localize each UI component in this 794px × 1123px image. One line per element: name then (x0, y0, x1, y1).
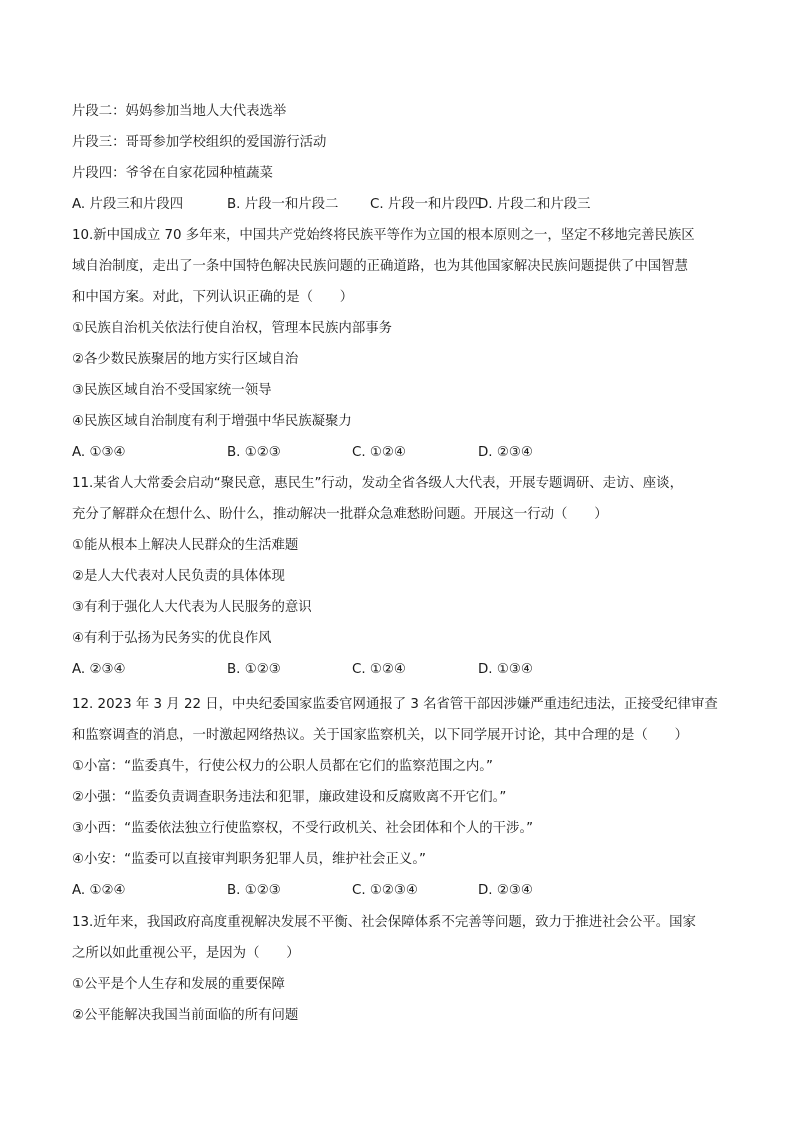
q12-stem-line-1: 12. 2023 年 3 月 22 日，中央纪委国家监委官网通报了 3 名省管干部因涉嫌严重违纪违法，正接受纪律审查 (72, 697, 718, 712)
q12-option-a[interactable]: A. ①②④ (72, 883, 126, 898)
q11-item-1: ①能从根本上解决人民群众的生活难题 (72, 538, 299, 553)
q13-stem-line-1: 13.近年来，我国政府高度重视解决发展不平衡、社会保障体系不完善等问题，致力于推进社会公平。国家 (72, 915, 696, 930)
q12-option-b[interactable]: B. ①②③ (227, 883, 281, 898)
q9-option-a[interactable]: A. 片段三和片段四 (72, 197, 184, 212)
q12-option-c[interactable]: C. ①②③④ (352, 883, 418, 898)
q9-option-c[interactable]: C. 片段一和片段四 (370, 197, 482, 212)
q10-stem-line-2: 域自治制度，走出了一条中国特色解决民族问题的正确道路，也为其他国家解决民族问题提供了中国智慧 (72, 259, 688, 274)
q12-option-d[interactable]: D. ②③④ (478, 883, 533, 898)
q12-stem-line-2: 和监察调查的消息，一时激起网络热议。关于国家监察机关，以下同学展开讨论，其中合理的是（ ） (72, 728, 688, 743)
q13-item-1: ①公平是个人生存和发展的重要保障 (72, 977, 285, 992)
q12-item-3: ③小西：“监委依法独立行使监察权，不受行政机关、社会团体和个人的干涉。” (72, 821, 534, 836)
q12-item-1: ①小富：“监委真牛，行使公权力的公职人员都在它们的监察范围之内。” (72, 759, 493, 774)
q10-options-row (72, 443, 732, 463)
q10-item-4: ④民族区域自治制度有利于增强中华民族凝聚力 (72, 414, 352, 429)
q12-options-row (72, 881, 732, 901)
q10-stem-line-1: 10.新中国成立 70 多年来，中国共产党始终将民族平等作为立国的根本原则之一，坚定不移地完善民族区 (72, 228, 695, 243)
q11-stem-line-1: 11.某省人大常委会启动“聚民意，惠民生”行动，发动全省各级人大代表，开展专题调研、走访、座谈， (72, 476, 683, 491)
q9-option-d[interactable]: D. 片段二和片段三 (478, 197, 591, 212)
q11-option-d[interactable]: D. ①③④ (478, 662, 533, 677)
q11-item-2: ②是人大代表对人民负责的具体体现 (72, 569, 285, 584)
q12-item-4: ④小安：“监委可以直接审判职务犯罪人员，维护社会正义。” (72, 852, 426, 867)
q10-item-3: ③民族区域自治不受国家统一领导 (72, 383, 272, 398)
q11-option-a[interactable]: A. ②③④ (72, 662, 126, 677)
q11-option-c[interactable]: C. ①②④ (352, 662, 406, 677)
q10-option-a[interactable]: A. ①③④ (72, 445, 126, 460)
q11-item-4: ④有利于弘扬为民务实的优良作风 (72, 631, 272, 646)
segment-2-text: 片段二：妈妈参加当地人大代表选举 (72, 104, 287, 119)
q9-option-b[interactable]: B. 片段一和片段二 (227, 197, 339, 212)
segment-4-text: 片段四：爷爷在自家花园种植蔬菜 (72, 166, 273, 181)
q13-stem-line-2: 之所以如此重视公平，是因为（ ） (72, 946, 300, 961)
q11-option-b[interactable]: B. ①②③ (227, 662, 281, 677)
q11-options-row (72, 660, 732, 680)
q9-options-row (72, 195, 732, 215)
q10-option-b[interactable]: B. ①②③ (227, 445, 281, 460)
q11-item-3: ③有利于强化人大代表为人民服务的意识 (72, 600, 312, 615)
q10-stem-line-3: 和中国方案。对此，下列认识正确的是（ ） (72, 290, 354, 305)
segment-3-text: 片段三：哥哥参加学校组织的爱国游行活动 (72, 135, 327, 150)
q13-item-2: ②公平能解决我国当前面临的所有问题 (72, 1008, 299, 1023)
q10-option-c[interactable]: C. ①②④ (352, 445, 406, 460)
q10-item-2: ②各少数民族聚居的地方实行区域自治 (72, 352, 299, 367)
q12-item-2: ②小强：“监委负责调查职务违法和犯罪，廉政建设和反腐败离不开它们。” (72, 790, 507, 805)
q11-stem-line-2: 充分了解群众在想什么、盼什么，推动解决一批群众急难愁盼问题。开展这一行动（ ） (72, 507, 608, 522)
q10-option-d[interactable]: D. ②③④ (478, 445, 533, 460)
q10-item-1: ①民族自治机关依法行使自治权，管理本民族内部事务 (72, 321, 392, 336)
